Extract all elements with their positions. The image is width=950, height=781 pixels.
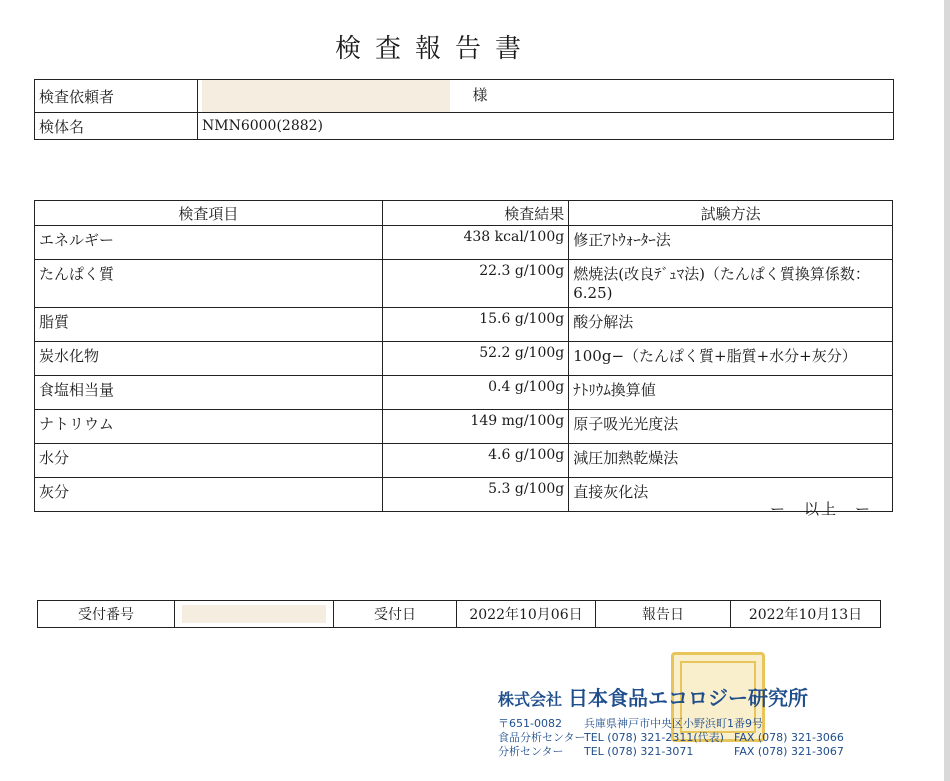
requester-row <box>35 80 894 113</box>
result-item: 灰分 <box>35 478 383 512</box>
company-address <box>498 717 888 759</box>
result-value: 22.3 g/100g <box>382 260 568 308</box>
company-block <box>498 682 888 759</box>
report-date-label: 報告日 <box>596 601 731 628</box>
header-result: 検査結果 <box>382 201 568 226</box>
result-value: 0.4 g/100g <box>382 376 568 410</box>
result-row <box>35 410 893 444</box>
result-method: 減圧加熱乾燥法 <box>569 444 893 478</box>
report-date-value: 2022年10月13日 <box>731 601 881 628</box>
receipt-date-value: 2022年10月06日 <box>457 601 596 628</box>
result-row <box>35 342 893 376</box>
result-item: 食塩相当量 <box>35 376 383 410</box>
center-label: 分析センター <box>498 745 564 758</box>
requester-value <box>198 80 894 113</box>
receipt-date-label: 受付日 <box>334 601 457 628</box>
results-header-row <box>35 201 893 226</box>
result-item: エネルギー <box>35 226 383 260</box>
result-value: 52.2 g/100g <box>382 342 568 376</box>
redacted-receipt-number <box>182 605 326 623</box>
receipt-table <box>37 600 881 628</box>
result-item: 水分 <box>35 444 383 478</box>
result-method: 修正ｱﾄｳｫｰﾀｰ法 <box>569 226 893 260</box>
result-row <box>35 376 893 410</box>
result-value: 15.6 g/100g <box>382 308 568 342</box>
document-title: 検査報告書 <box>334 34 535 64</box>
requester-label: 検査依頼者 <box>35 80 198 113</box>
page-edge-shadow <box>944 0 950 781</box>
sample-row <box>35 113 894 140</box>
result-item: 脂質 <box>35 308 383 342</box>
receipt-number-value <box>175 601 334 628</box>
result-value: 5.3 g/100g <box>382 478 568 512</box>
header-method: 試験方法 <box>569 201 893 226</box>
result-row <box>35 226 893 260</box>
result-value: 149 mg/100g <box>382 410 568 444</box>
street-address: 兵庫県神戸市中央区小野浜町1番9号 <box>584 717 763 730</box>
result-method: ﾅﾄﾘｳﾑ換算値 <box>569 376 893 410</box>
result-row <box>35 444 893 478</box>
result-method: 酸分解法 <box>569 308 893 342</box>
company-type: 株式会社 <box>498 690 563 709</box>
requester-suffix: 様 <box>472 86 488 104</box>
result-row <box>35 260 893 308</box>
receipt-number-label: 受付番号 <box>38 601 175 628</box>
address-line <box>498 717 888 731</box>
result-method: 直接灰化法 <box>569 478 893 512</box>
result-value: 438 kcal/100g <box>382 226 568 260</box>
header-item: 検査項目 <box>35 201 383 226</box>
postal-code: 〒651-0082 <box>498 717 562 730</box>
result-method: 100g−（たんぱく質+脂質+水分+灰分） <box>569 342 893 376</box>
result-value: 4.6 g/100g <box>382 444 568 478</box>
center-label: 食品分析センター <box>498 731 586 744</box>
result-method: 燃焼法(改良ﾃﾞｭﾏ法)（たんぱく質換算係数：6.25) <box>569 260 893 308</box>
info-table <box>34 79 894 140</box>
result-row <box>35 478 893 512</box>
sample-label: 検体名 <box>35 113 198 140</box>
result-method: 原子吸光光度法 <box>569 410 893 444</box>
center-tel: TEL (078) 321-3071 <box>584 745 694 758</box>
end-mark: ー 以上 ー <box>770 500 873 518</box>
result-item: ナトリウム <box>35 410 383 444</box>
contact-line <box>498 745 888 759</box>
center-tel: TEL (078) 321-2311(代表) <box>584 731 724 744</box>
center-fax: FAX (078) 321-3066 <box>734 731 844 744</box>
results-table <box>34 200 893 512</box>
result-row <box>35 308 893 342</box>
result-item: たんぱく質 <box>35 260 383 308</box>
contact-line <box>498 731 888 745</box>
sample-value: NMN6000(2882) <box>198 113 894 140</box>
receipt-row <box>38 601 881 628</box>
redacted-requester <box>202 80 450 112</box>
company-name-line <box>498 682 888 711</box>
company-name: 日本食品エコロジー研究所 <box>568 686 809 710</box>
result-item: 炭水化物 <box>35 342 383 376</box>
center-fax: FAX (078) 321-3067 <box>734 745 844 758</box>
